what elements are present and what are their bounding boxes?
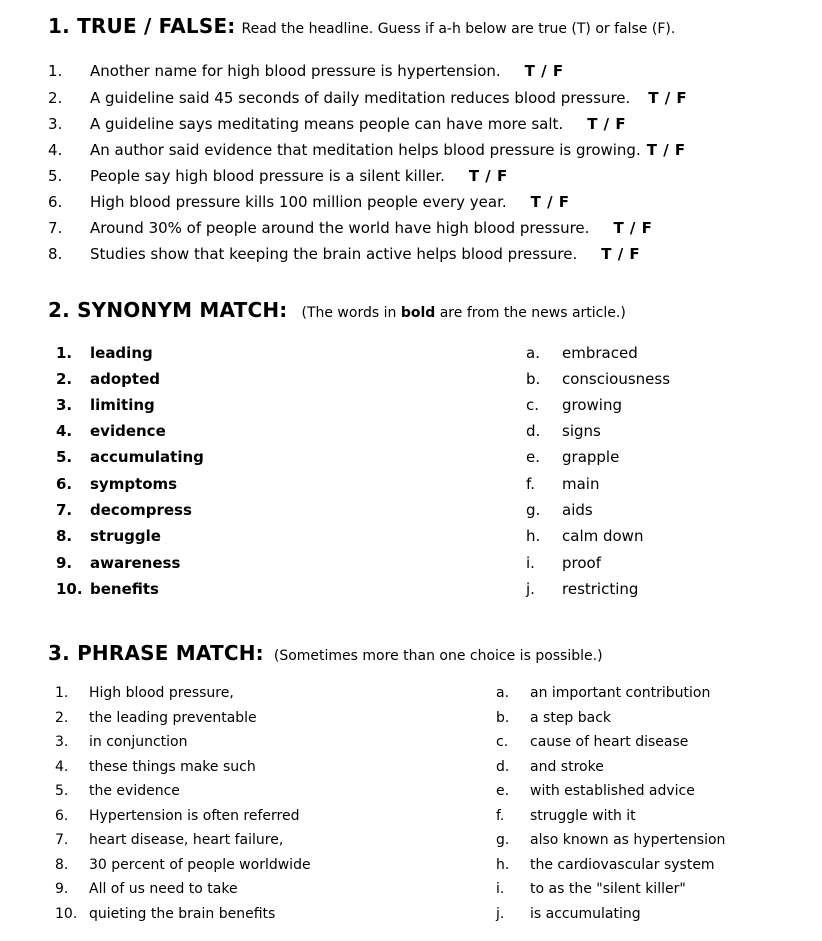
phrase-start-number: 5.	[55, 783, 69, 799]
synonym-word-text: awareness	[90, 554, 181, 572]
tf-item-number: 4.	[48, 141, 63, 159]
phrase-end-text: an important contribution	[530, 685, 711, 701]
synonym-option-letter: f.	[526, 475, 535, 493]
synonym-option-text: aids	[562, 501, 593, 519]
synonym-option	[526, 366, 670, 392]
phrase-start-text: these things make such	[89, 759, 256, 775]
synonym-option	[526, 550, 601, 576]
tf-item-text: A guideline said 45 seconds of daily meditation reduces blood pressure.	[90, 89, 631, 107]
tf-answer[interactable]: T / F	[468, 167, 508, 185]
phrase-start	[55, 730, 188, 754]
tf-item-text: An author said evidence that meditation helps blood pressure is growing.	[90, 141, 641, 159]
phrase-start	[55, 681, 234, 705]
phrase-end	[496, 706, 611, 730]
synonym-option-text: main	[562, 475, 600, 493]
tf-item-number: 8.	[48, 245, 63, 263]
phrase-start-text: in conjunction	[89, 734, 188, 750]
section3-heading	[48, 641, 603, 665]
phrase-end-letter: c.	[496, 734, 509, 750]
phrase-end-text: is accumulating	[530, 906, 641, 922]
phrase-start	[55, 877, 238, 901]
phrase-end	[496, 730, 688, 754]
tf-answer[interactable]: T / F	[613, 219, 653, 237]
tf-item-number: 1.	[48, 62, 63, 80]
phrase-end-text: also known as hypertension	[530, 832, 726, 848]
tf-item	[48, 215, 652, 241]
phrase-start-number: 9.	[55, 881, 69, 897]
phrase-end	[496, 853, 715, 877]
section2-instruction	[301, 305, 625, 321]
synonym-word-number: 10.	[56, 580, 83, 598]
synonym-option-letter: j.	[526, 580, 535, 598]
synonym-word-text: benefits	[90, 580, 159, 598]
synonym-word-number: 7.	[56, 501, 73, 519]
synonym-option	[526, 340, 638, 366]
phrase-end-letter: e.	[496, 783, 510, 799]
phrase-end	[496, 681, 710, 705]
phrase-start-text: the evidence	[89, 783, 180, 799]
tf-item-number: 6.	[48, 193, 63, 211]
phrase-end-text: with established advice	[530, 783, 695, 799]
tf-item-number: 7.	[48, 219, 63, 237]
synonym-option-text: signs	[562, 422, 601, 440]
synonym-word-number: 8.	[56, 527, 73, 545]
section3-instruction: (Sometimes more than one choice is possible.)	[273, 648, 603, 664]
phrase-end	[496, 779, 695, 803]
section1-heading	[48, 14, 675, 38]
phrase-start-text: 30 percent of people worldwide	[89, 857, 311, 873]
synonym-word-number: 6.	[56, 475, 73, 493]
tf-item	[48, 241, 640, 267]
phrase-start-number: 10.	[55, 906, 78, 922]
tf-item-text: Studies show that keeping the brain active helps blood pressure.	[90, 245, 578, 263]
synonym-option-text: growing	[562, 396, 622, 414]
phrase-end-letter: g.	[496, 832, 510, 848]
synonym-word-number: 2.	[56, 370, 73, 388]
tf-item	[48, 189, 570, 215]
tf-answer[interactable]: T / F	[530, 193, 570, 211]
tf-item-number: 2.	[48, 89, 63, 107]
synonym-word-text: struggle	[90, 527, 161, 545]
synonym-option-letter: c.	[526, 396, 540, 414]
synonym-word	[56, 576, 159, 602]
tf-item	[48, 111, 626, 137]
phrase-start	[55, 706, 257, 730]
tf-answer[interactable]: T / F	[648, 89, 688, 107]
tf-answer[interactable]: T / F	[646, 141, 686, 159]
synonym-word-text: adopted	[90, 370, 160, 388]
phrase-start-number: 2.	[55, 710, 69, 726]
phrase-end-letter: f.	[496, 808, 505, 824]
tf-answer[interactable]: T / F	[587, 115, 627, 133]
synonym-word	[56, 392, 155, 418]
synonym-option	[526, 497, 593, 523]
tf-item-text: High blood pressure kills 100 million people every year.	[90, 193, 507, 211]
synonym-word	[56, 418, 166, 444]
phrase-start	[55, 804, 300, 828]
phrase-start-number: 3.	[55, 734, 69, 750]
synonym-option-text: proof	[562, 554, 601, 572]
synonym-option-letter: e.	[526, 448, 540, 466]
synonym-word	[56, 550, 180, 576]
synonym-word-number: 9.	[56, 554, 73, 572]
phrase-start-text: Hypertension is often referred	[89, 808, 300, 824]
phrase-end-text: to as the "silent killer"	[530, 881, 686, 897]
phrase-start-number: 6.	[55, 808, 69, 824]
tf-item	[48, 58, 564, 84]
phrase-start-number: 4.	[55, 759, 69, 775]
phrase-end-letter: a.	[496, 685, 510, 701]
section3-title: 3. PHRASE MATCH:	[48, 641, 264, 665]
tf-item	[48, 137, 686, 163]
synonym-word	[56, 366, 160, 392]
phrase-start-number: 7.	[55, 832, 69, 848]
phrase-end-text: the cardiovascular system	[530, 857, 715, 873]
synonym-option-letter: b.	[526, 370, 541, 388]
phrase-end-letter: i.	[496, 881, 505, 897]
phrase-end-text: cause of heart disease	[530, 734, 689, 750]
synonym-word	[56, 340, 153, 366]
phrase-end-text: a step back	[530, 710, 612, 726]
phrase-end	[496, 877, 686, 901]
tf-item-text: Around 30% of people around the world have high blood pressure.	[90, 219, 590, 237]
synonym-option	[526, 471, 599, 497]
phrase-end	[496, 828, 725, 852]
phrase-end	[496, 804, 636, 828]
section1-instruction: Read the headline. Guess if a-h below are true (T) or false (F).	[241, 21, 676, 37]
synonym-option	[526, 418, 601, 444]
synonym-word-number: 3.	[56, 396, 73, 414]
section2-title: 2. SYNONYM MATCH:	[48, 298, 288, 322]
synonym-word-text: symptoms	[90, 475, 178, 493]
section2-instruction-pre: (The words in	[301, 305, 401, 321]
phrase-end-letter: d.	[496, 759, 510, 775]
tf-item	[48, 163, 508, 189]
synonym-option	[526, 392, 622, 418]
synonym-word-text: evidence	[90, 422, 166, 440]
synonym-option-letter: i.	[526, 554, 535, 572]
phrase-start-number: 1.	[55, 685, 69, 701]
synonym-word-number: 1.	[56, 344, 73, 362]
synonym-word	[56, 471, 177, 497]
tf-item	[48, 85, 687, 111]
synonym-word	[56, 523, 161, 549]
phrase-start-number: 8.	[55, 857, 69, 873]
section1-title: 1. TRUE / FALSE:	[48, 14, 236, 38]
synonym-option-letter: a.	[526, 344, 540, 362]
phrase-start	[55, 828, 283, 852]
synonym-word-text: decompress	[90, 501, 192, 519]
tf-item-text: People say high blood pressure is a silent killer.	[90, 167, 445, 185]
synonym-option-text: calm down	[562, 527, 644, 545]
section2-instruction-bold: bold	[400, 305, 436, 321]
synonym-word-text: accumulating	[90, 448, 204, 466]
tf-item-number: 5.	[48, 167, 63, 185]
phrase-start-text: heart disease, heart failure,	[89, 832, 284, 848]
synonym-word-text: leading	[90, 344, 153, 362]
synonym-option-letter: g.	[526, 501, 541, 519]
phrase-end-letter: b.	[496, 710, 510, 726]
tf-answer[interactable]: T / F	[601, 245, 641, 263]
phrase-start	[55, 779, 180, 803]
synonym-option-text: restricting	[562, 580, 639, 598]
section2-heading	[48, 298, 626, 322]
synonym-option-text: embraced	[562, 344, 638, 362]
synonym-word	[56, 444, 204, 470]
phrase-end-letter: j.	[496, 906, 505, 922]
synonym-word-text: limiting	[90, 396, 155, 414]
phrase-start-text: quieting the brain benefits	[89, 906, 276, 922]
synonym-option	[526, 576, 638, 602]
synonym-word-number: 4.	[56, 422, 73, 440]
synonym-option-text: grapple	[562, 448, 620, 466]
synonym-option-letter: h.	[526, 527, 541, 545]
tf-item-text: A guideline says meditating means people can have more salt.	[90, 115, 564, 133]
phrase-end	[496, 902, 641, 926]
synonym-word-number: 5.	[56, 448, 73, 466]
synonym-option	[526, 444, 619, 470]
section2-instruction-post: are from the news article.)	[435, 305, 626, 321]
phrase-end-text: and stroke	[530, 759, 604, 775]
tf-item-text: Another name for high blood pressure is hypertension.	[90, 62, 501, 80]
phrase-start-text: All of us need to take	[89, 881, 238, 897]
tf-item-number: 3.	[48, 115, 63, 133]
phrase-end	[496, 755, 604, 779]
phrase-start-text: the leading preventable	[89, 710, 257, 726]
phrase-start-text: High blood pressure,	[89, 685, 234, 701]
phrase-end-letter: h.	[496, 857, 510, 873]
tf-answer[interactable]: T / F	[524, 62, 564, 80]
synonym-word	[56, 497, 192, 523]
phrase-start	[55, 853, 311, 877]
synonym-option-letter: d.	[526, 422, 541, 440]
phrase-end-text: struggle with it	[530, 808, 636, 824]
synonym-option	[526, 523, 643, 549]
phrase-start	[55, 755, 256, 779]
phrase-start	[55, 902, 275, 926]
synonym-option-text: consciousness	[562, 370, 671, 388]
